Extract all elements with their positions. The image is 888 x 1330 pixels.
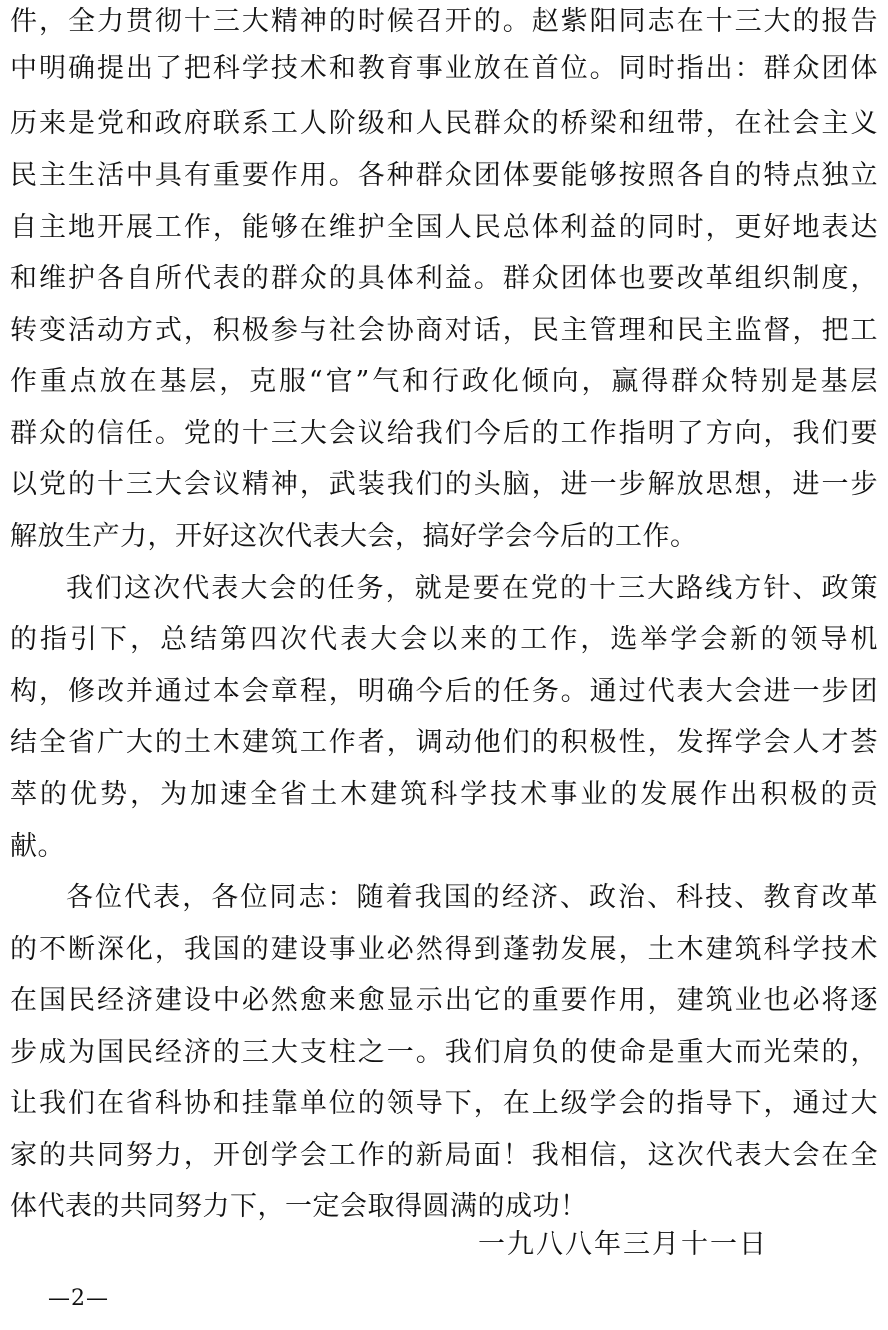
text-line: 中明确提出了把科学技术和教育事业放在首位。同时指出：群众团体 <box>10 53 878 84</box>
text-line: 在国民经济建设中必然愈来愈显示出它的重要作用，建筑业也必将逐 <box>10 985 878 1016</box>
text-line: 的指引下，总结第四次代表大会以来的工作，选举学会新的领导机 <box>10 624 878 655</box>
text-line: 群众的信任。党的十三大会议给我们今后的工作指明了方向，我们要 <box>10 418 878 449</box>
text-line: 民主生活中具有重要作用。各种群众团体要能够按照各自的特点独立 <box>10 160 878 191</box>
document-date: 一九八八年三月十一日 <box>478 1229 768 1260</box>
text-line: 解放生产力，开好这次代表大会，搞好学会今后的工作。 <box>10 521 698 552</box>
text-line: 的不断深化，我国的建设事业必然得到蓬勃发展，土木建筑科学技术 <box>10 934 878 965</box>
text-line: 和维护各自所代表的群众的具体利益。群众团体也要改革组织制度， <box>10 263 878 294</box>
text-line: 萃的优势，为加速全省土木建筑科学技术事业的发展作出积极的贡 <box>10 779 878 810</box>
text-line: 转变活动方式，积极参与社会协商对话，民主管理和民主监督，把工 <box>10 315 878 346</box>
text-line: 各位代表，各位同志：随着我国的经济、政治、科技、教育改革 <box>66 882 878 913</box>
text-line: 让我们在省科协和挂靠单位的领导下，在上级学会的指导下，通过大 <box>10 1088 878 1119</box>
text-line: 步成为国民经济的三大支柱之一。我们肩负的使命是重大而光荣的， <box>10 1037 878 1068</box>
text-line: 体代表的共同努力下，一定会取得圆满的成功！ <box>10 1191 588 1222</box>
text-line: 历来是党和政府联系工人阶级和人民群众的桥梁和纽带，在社会主义 <box>10 108 878 139</box>
text-line: 以党的十三大会议精神，武装我们的头脑，进一步解放思想，进一步 <box>10 469 878 500</box>
text-line: 家的共同努力，开创学会工作的新局面！我相信，这次代表大会在全 <box>10 1140 878 1171</box>
page-number: —2— <box>48 1286 109 1311</box>
text-line: 构，修改并通过本会章程，明确今后的任务。通过代表大会进一步团 <box>10 676 878 707</box>
text-line: 结全省广大的土木建筑工作者，调动他们的积极性，发挥学会人才荟 <box>10 727 878 758</box>
text-line: 我们这次代表大会的任务，就是要在党的十三大路线方针、政策 <box>66 573 878 604</box>
text-line: 献。 <box>10 831 65 862</box>
text-line: 件，全力贯彻十三大精神的时候召开的。赵紫阳同志在十三大的报告 <box>10 6 878 37</box>
text-line: 作重点放在基层，克服“官”气和行政化倾向，赢得群众特别是基层 <box>10 366 878 397</box>
text-line: 自主地开展工作，能够在维护全国人民总体利益的同时，更好地表达 <box>10 212 878 243</box>
